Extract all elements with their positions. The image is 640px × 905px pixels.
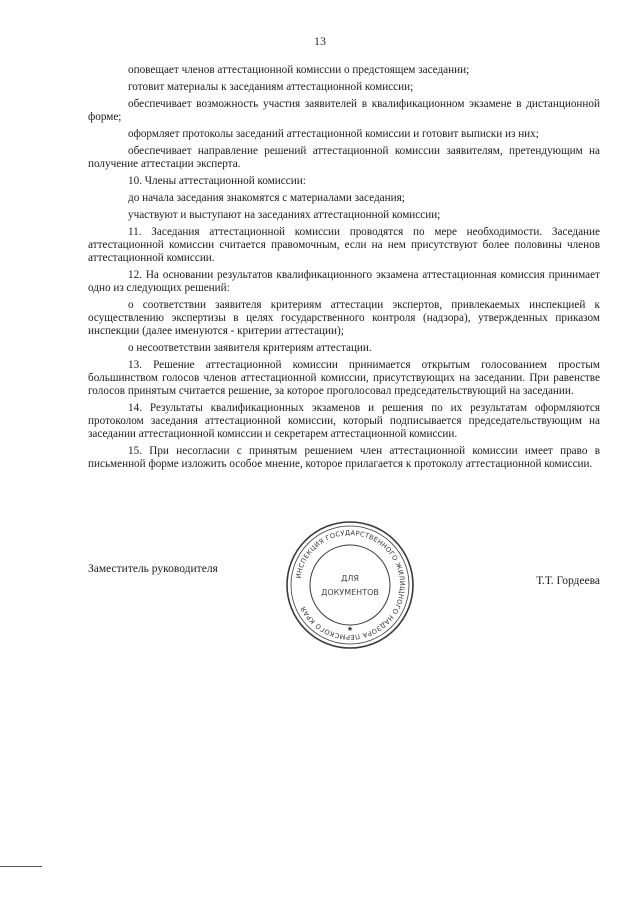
- paragraph-remote-participation: обеспечивает возможность участия заявителей в квалификационном экзамене в дистанционной форме;: [88, 98, 600, 123]
- paragraph-participate: участвуют и выступают на заседаниях аттестационной комиссии;: [128, 209, 441, 221]
- page-edge-mark: [0, 866, 42, 867]
- seal-ring-text: ИНСПЕКЦИЯ ГОСУДАРСТВЕННОГО ЖИЛИЩНОГО НАДЗОРА ПЕРМСКОГО КРАЯ: [294, 528, 407, 642]
- signatory-title: Заместитель руководителя: [88, 563, 218, 575]
- paragraph-protocols: оформляет протоколы заседаний аттестационной комиссии и готовит выписки из них;: [128, 128, 539, 140]
- paragraph-decision-compliance: о соответствии заявителя критериям аттестации экспертов, привлекаемых инспекцией к осуществлению экспертизы в целях государственного контроля (надзора), утвержденных приказом инспекции (далее именуются - критерии аттестации);: [88, 299, 600, 337]
- seal-graphic: [284, 519, 416, 651]
- official-seal: [284, 519, 416, 651]
- paragraph-item-14: 14. Результаты квалификационных экзаменов и решения по их результатам оформляются протоколом заседания аттестационной комиссии, который подписывается председательствующим на заседании аттестационной комиссии и секретарем аттестационной комиссии.: [88, 402, 600, 440]
- paragraph-item-13: 13. Решение аттестационной комиссии принимается открытым голосованием простым большинством голосов членов аттестационной комиссии, присутствующих на заседании. При равенстве голосов принятым считается решение, за которое проголосовал председательствующий на заседании.: [88, 359, 600, 397]
- paragraph-notify-members: оповещает членов аттестационной комиссии о предстоящем заседании;: [128, 64, 470, 76]
- seal-center-ring: [310, 545, 390, 625]
- signatory-name: Т.Т. Гордеева: [536, 575, 600, 587]
- document-body: [88, 64, 600, 475]
- seal-star-icon: ★: [346, 625, 354, 633]
- paragraph-item-11: 11. Заседания аттестационной комиссии проводятся по мере необходимости. Заседание аттестационной комиссии считается правомочным, если на нем присутствуют более половины членов аттестационной комиссии.: [88, 226, 600, 264]
- paragraph-item-12: 12. На основании результатов квалификационного экзамена аттестационная комиссия принимает одно из следующих решений:: [88, 269, 600, 294]
- seal-center-top-text: ДЛЯ: [341, 574, 359, 583]
- paragraph-prepare-materials: готовит материалы к заседаниям аттестационной комиссии;: [128, 81, 414, 93]
- seal-center-bottom-text: ДОКУМЕНТОВ: [321, 588, 379, 597]
- paragraph-send-decisions: обеспечивает направление решений аттестационной комиссии заявителям, претендующим на получение аттестации эксперта.: [88, 145, 600, 170]
- paragraph-item-15: 15. При несогласии с принятым решением член аттестационной комиссии имеет право в письменной форме изложить особое мнение, которое прилагается к протоколу аттестационной комиссии.: [88, 445, 600, 470]
- paragraph-decision-noncompliance: о несоответствии заявителя критериям аттестации.: [128, 342, 372, 354]
- paragraph-review-materials: до начала заседания знакомятся с материалами заседания;: [128, 192, 405, 204]
- paragraph-item-10: 10. Члены аттестационной комиссии:: [128, 175, 306, 187]
- signature-block: [88, 528, 600, 673]
- page-number: 13: [314, 34, 326, 48]
